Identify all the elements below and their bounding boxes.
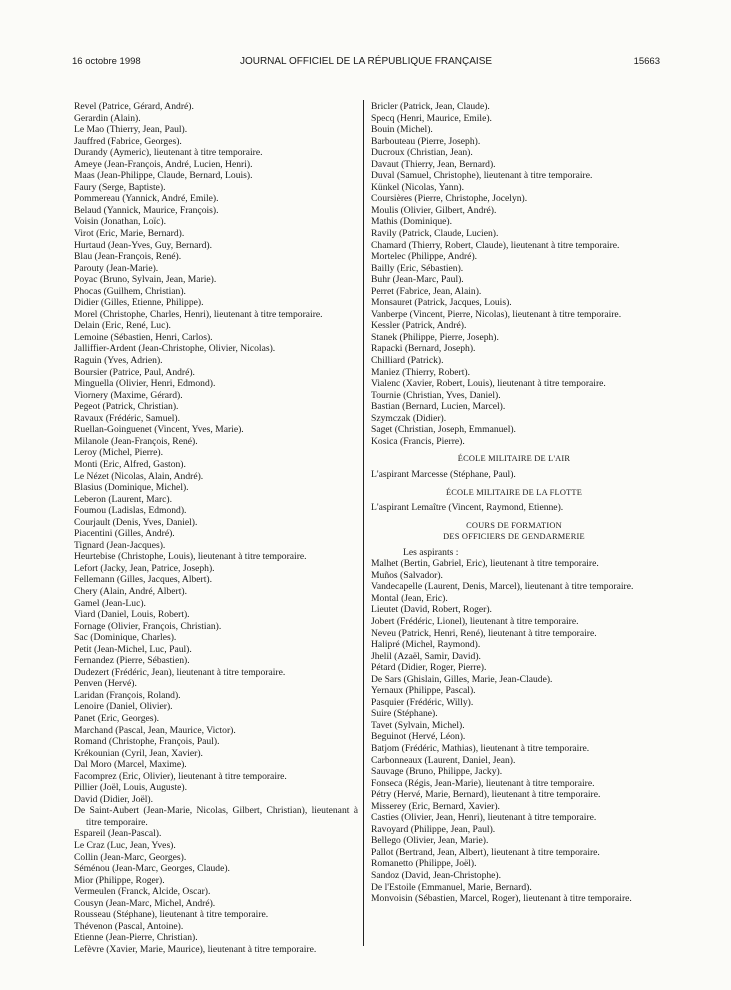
name-entry: David (Didier, Joël). (74, 793, 154, 805)
name-entry: Maas (Jean-Philippe, Claude, Bernard, Louis). (74, 170, 253, 182)
name-entry: Künkel (Nicolas, Yann). (371, 181, 464, 193)
name-entry: Foumou (Ladislas, Edmond). (74, 505, 187, 517)
name-entry: Facomprez (Eric, Olivier), lieutenant à titre temporaire. (74, 770, 287, 782)
name-entry: Leberon (Laurent, Marc). (74, 493, 173, 505)
name-entry: Neveu (Patrick, Henri, René), lieutenant à titre temporaire. (371, 627, 597, 639)
right-column (371, 101, 657, 905)
name-entry: Rapacki (Bernard, Joseph). (371, 343, 476, 355)
section-entry-flotte: L'aspirant Lemaître (Vincent, Raymond, Etienne). (371, 502, 564, 514)
name-entry: Morel (Christophe, Charles, Henri), lieutenant à titre temporaire. (74, 308, 323, 320)
right-column-list (371, 101, 657, 447)
name-entry: Cousyn (Jean-Marc, Michel, André). (74, 897, 216, 909)
name-entry: Vermeulen (Franck, Alcide, Oscar). (74, 886, 211, 898)
name-entry: Coursières (Pierre, Christophe, Jocelyn). (371, 193, 528, 205)
name-entry: Batjom (Frédéric, Mathias), lieutenant à titre temporaire. (371, 742, 590, 754)
name-entry: Lefort (Jacky, Jean, Patrice, Joseph). (74, 562, 215, 574)
name-entry: Lemoine (Sébastien, Henri, Carlos). (74, 331, 213, 343)
name-entry: Duval (Samuel, Christophe), lieutenant à titre temporaire. (371, 170, 593, 182)
name-entry: Piacentini (Gilles, André). (74, 528, 175, 540)
name-entry: Jobert (Frédéric, Lionel), lieutenant à titre temporaire. (371, 615, 579, 627)
name-entry: Kessler (Patrick, André). (371, 320, 467, 332)
section-intro-gendarmerie: Les aspirants : (403, 546, 459, 558)
name-entry: Belaud (Yannick, Maurice, François). (74, 204, 219, 216)
name-entry: Fernandez (Pierre, Sébastien). (74, 655, 190, 667)
name-entry: Penven (Hervé). (74, 678, 137, 690)
name-entry: Sauvage (Bruno, Philippe, Jacky). (371, 766, 503, 778)
header-date: 16 octobre 1998 (72, 56, 141, 67)
name-entry: Gerardin (Alain). (74, 112, 141, 124)
name-entry: Lieutet (David, Robert, Roger). (371, 604, 492, 616)
name-entry: Raguin (Yves, Adrien). (74, 355, 163, 367)
name-entry: Dudezert (Frédéric, Jean), lieutenant à titre temporaire. (74, 666, 286, 678)
name-entry: Voisin (Jonathan, Loïc). (74, 216, 167, 228)
name-entry: Virot (Eric, Marie, Bernard). (74, 228, 185, 240)
name-entry: Monvoisin (Sébastien, Marcel, Roger), lieutenant à titre temporaire. (371, 893, 632, 905)
name-entry: Beguinot (Hervé, Léon). (371, 731, 466, 743)
name-entry: Pommereau (Yannick, André, Emile). (74, 193, 219, 205)
name-entry: Romanetto (Philippe, Joël). (371, 858, 477, 870)
name-entry: Mathis (Dominique). (371, 216, 453, 228)
name-entry: Pegeot (Patrick, Christian). (74, 401, 179, 413)
name-entry: Blasius (Dominique, Michel). (74, 482, 189, 494)
name-entry: Leroy (Michel, Pierre). (74, 447, 163, 459)
name-entry: Vandecapelle (Laurent, Denis, Marcel), lieutenant à titre temporaire. (371, 581, 634, 593)
left-column (74, 101, 358, 955)
name-entry: De l'Estoile (Emmanuel, Marie, Bernard). (371, 881, 532, 893)
name-entry: Lefèvre (Xavier, Marie, Maurice), lieutenant à titre temporaire. (74, 943, 317, 955)
journal-title: JOURNAL OFFICIEL DE LA RÉPUBLIQUE FRANÇAISE (239, 56, 493, 67)
name-entry: Jauffred (Fabrice, Georges). (74, 135, 182, 147)
name-entry: Bricler (Patrick, Jean, Claude). (371, 101, 490, 112)
name-entry: Chilliard (Patrick). (371, 355, 444, 367)
name-entry: Ruellan-Goinguenet (Vincent, Yves, Marie). (74, 424, 244, 436)
name-entry: Boursier (Patrice, Paul, André). (74, 366, 195, 378)
name-entry: Pétard (Didier, Roger, Pierre). (371, 662, 487, 674)
name-entry: Ravoyard (Philippe, Jean, Paul). (371, 823, 496, 835)
name-entry: Viornery (Maxime, Gérard). (74, 389, 183, 401)
name-entry: Milanole (Jean-François, René). (74, 435, 198, 447)
name-entry: Montal (Jean, Eric). (371, 592, 448, 604)
name-entry: Durandy (Aymeric), lieutenant à titre temporaire. (74, 147, 263, 159)
name-entry: Carbonneaux (Laurent, Daniel, Jean). (371, 754, 516, 766)
name-entry: Perret (Fabrice, Jean, Alain). (371, 285, 482, 297)
name-entry: Le Craz (Luc, Jean, Yves). (74, 840, 176, 851)
name-entry: Espareil (Jean-Pascal). (74, 828, 162, 840)
section-title-gendarmerie-line1: COURS DE FORMATION (466, 520, 562, 530)
gendarmerie-list (371, 558, 657, 904)
name-entry: Specq (Henri, Maurice, Emile). (371, 112, 492, 124)
name-entry: Didier (Gilles, Etienne, Philippe). (74, 297, 204, 309)
name-entry: Bellego (Olivier, Jean, Marie). (371, 835, 489, 847)
name-entry: Dal Moro (Marcel, Maxime). (74, 759, 187, 771)
name-entry: Ravaux (Frédéric, Samuel). (74, 412, 181, 424)
name-entry: Ravily (Patrick, Claude, Lucien). (371, 228, 499, 240)
name-entry: Davaut (Thierry, Jean, Bernard). (371, 158, 496, 170)
name-entry: Chamard (Thierry, Robert, Claude), lieutenant à titre temporaire. (371, 239, 620, 251)
name-entry: Bastian (Bernard, Lucien, Marcel). (371, 401, 506, 413)
name-entry: Gamel (Jean-Luc). (74, 597, 146, 609)
name-entry: Suire (Stéphane). (371, 708, 438, 720)
name-entry: Blau (Jean-François, René). (74, 251, 182, 263)
name-entry: Saget (Christian, Joseph, Emmanuel). (371, 424, 516, 436)
name-entry: Etienne (Jean-Pierre, Christian). (74, 932, 198, 944)
name-entry: Casties (Olivier, Jean, Henri), lieutenant à titre temporaire. (371, 812, 597, 824)
name-entry: Marchand (Pascal, Jean, Maurice, Victor). (74, 724, 236, 736)
name-entry: Halipré (Michel, Raymond). (371, 639, 481, 651)
name-entry: Jhelil (Azaël, Samir, David). (371, 650, 481, 662)
page-header (72, 56, 660, 70)
section-entry-air: L'aspirant Marcesse (Stéphane, Paul). (371, 468, 516, 480)
name-entry: Rousseau (Stéphane), lieutenant à titre temporaire. (74, 909, 269, 921)
name-entry: Monti (Eric, Alfred, Gaston). (74, 458, 186, 470)
name-entry: Fonseca (Régis, Jean-Marie), lieutenant à titre temporaire. (371, 777, 595, 789)
name-entry: Hurtaud (Jean-Yves, Guy, Bernard). (74, 239, 213, 251)
name-entry: Krékounian (Cyril, Jean, Xavier). (74, 747, 203, 759)
name-entry: Mortelec (Philippe, André). (371, 251, 478, 263)
column-divider (363, 100, 364, 946)
name-entry: Laridan (François, Roland). (74, 689, 181, 701)
name-entry: Le Nézet (Nicolas, Alain, André). (74, 470, 204, 482)
name-entry: Romand (Christophe, François, Paul). (74, 736, 220, 748)
name-entry: Phocas (Guilhem, Christian). (74, 285, 186, 297)
name-entry: De Saint-Aubert (Jean-Marie, Nicolas, Gilbert, Christian), lieutenant à titre temporaire. (74, 805, 358, 828)
name-entry: Stanek (Philippe, Pierre, Joseph). (371, 331, 499, 343)
section-title-gendarmerie-line2: DES OFFICIERS DE GENDARMERIE (443, 532, 585, 542)
name-entry: Moulis (Olivier, Gilbert, André). (371, 204, 497, 216)
name-entry: Muños (Salvador). (371, 569, 443, 581)
name-entry: Poyac (Bruno, Sylvain, Jean, Marie). (74, 274, 217, 286)
name-entry: Vialenc (Xavier, Robert, Louis), lieutenant à titre temporaire. (371, 378, 606, 390)
name-entry: Buhr (Jean-Marc, Paul). (371, 274, 464, 286)
name-entry: Tavet (Sylvain, Michel). (371, 719, 465, 731)
name-entry: Parouty (Jean-Marie). (74, 262, 159, 274)
name-entry: Pallot (Bertrand, Jean, Albert), lieutenant à titre temporaire. (371, 846, 600, 858)
name-entry: De Sars (Ghislain, Gilles, Marie, Jean-Claude). (371, 673, 553, 685)
name-entry: Fornage (Olivier, François, Christian). (74, 620, 222, 632)
name-entry: Lenoire (Daniel, Olivier). (74, 701, 173, 713)
page-number: 15663 (633, 56, 660, 67)
section-title-flotte: ÉCOLE MILITAIRE DE LA FLOTTE (445, 487, 583, 497)
name-entry: Panet (Eric, Georges). (74, 712, 160, 724)
section-title-air: ÉCOLE MILITAIRE DE L'AIR (457, 454, 571, 464)
name-entry: Collin (Jean-Marc, Georges). (74, 851, 187, 863)
name-entry: Tignard (Jean-Jacques). (74, 539, 166, 551)
name-entry: Mior (Philippe, Roger). (74, 874, 165, 886)
name-entry: Minguella (Olivier, Henri, Edmond). (74, 378, 216, 390)
name-entry: Petit (Jean-Michel, Luc, Paul). (74, 643, 192, 655)
name-entry: Sac (Dominique, Charles). (74, 632, 177, 644)
name-entry: Bouin (Michel). (371, 124, 433, 136)
name-entry: Séménou (Jean-Marc, Georges, Claude). (74, 863, 230, 875)
name-entry: Delain (Eric, René, Luc). (74, 320, 171, 332)
name-entry: Sandoz (David, Jean-Christophe). (371, 870, 502, 881)
name-entry: Thévenon (Pascal, Antoine). (74, 920, 184, 932)
name-entry: Ameye (Jean-François, André, Lucien, Henri). (74, 158, 253, 170)
name-entry: Chery (Alain, André, Albert). (74, 585, 187, 597)
name-entry: Pasquier (Frédéric, Willy). (371, 696, 474, 708)
name-entry: Barbouteau (Pierre, Joseph). (371, 135, 481, 147)
name-entry: Fellemann (Gilles, Jacques, Albert). (74, 574, 213, 586)
name-entry: Yernaux (Philippe, Pascal). (371, 685, 476, 697)
name-entry: Heurtebise (Christophe, Louis), lieutenant à titre temporaire. (74, 551, 307, 563)
name-entry: Pétry (Hervé, Marie, Bernard), lieutenant à titre temporaire. (371, 789, 601, 801)
name-entry: Faury (Serge, Baptiste). (74, 181, 166, 193)
name-entry: Malhet (Bertin, Gabriel, Eric), lieutenant à titre temporaire. (371, 558, 599, 570)
name-entry: Courjault (Denis, Yves, Daniel). (74, 516, 198, 528)
name-entry: Kosica (Francis, Pierre). (371, 435, 465, 447)
name-entry: Le Mao (Thierry, Jean, Paul). (74, 124, 188, 136)
name-entry: Tournie (Christian, Yves, Daniel). (371, 389, 501, 401)
name-entry: Bailly (Eric, Sébastien). (371, 262, 464, 274)
name-entry: Monsauret (Patrick, Jacques, Louis). (371, 297, 512, 309)
name-entry: Revel (Patrice, Gérard, André). (74, 101, 194, 112)
name-entry: Jalliffier-Ardent (Jean-Christophe, Olivier, Nicolas). (74, 343, 276, 355)
name-entry: Viard (Daniel, Louis, Robert). (74, 609, 190, 621)
name-entry: Misserey (Eric, Bernard, Xavier). (371, 800, 500, 812)
name-entry: Pillier (Joël, Louis, Auguste). (74, 782, 187, 794)
name-entry: Ducroux (Christian, Jean). (371, 147, 473, 159)
name-entry: Vanberpe (Vincent, Pierre, Nicolas), lieutenant à titre temporaire. (371, 308, 622, 320)
name-entry: Maniez (Thierry, Robert). (371, 366, 471, 378)
name-entry: Szymczak (Didier). (371, 412, 447, 424)
